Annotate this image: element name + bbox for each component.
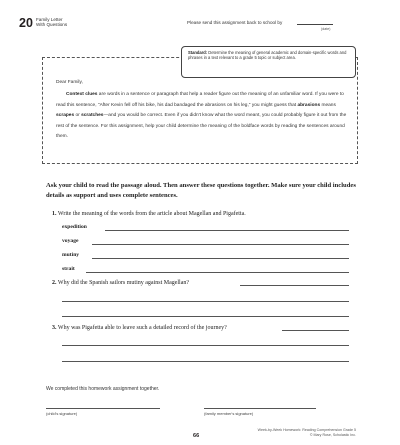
question-1-number: 1.	[52, 211, 57, 217]
answer-line-q3-3[interactable]	[62, 361, 349, 362]
question-2-text: Why did the Spanish sailors mutiny against Magellan?	[57, 280, 190, 286]
due-date-line[interactable]	[297, 24, 333, 25]
vocab-word-mutiny: mutiny	[62, 252, 80, 258]
question-1-text: Write the meaning of the words from the article about Magellan and Pigafetta.	[57, 211, 246, 217]
footer-credit	[258, 428, 356, 437]
header-title-line2: With Questions	[36, 22, 68, 27]
standard-text: Determine the meaning of general academic and domain-specific words and phrases in a text relevant to a grade 5 topic or subject area.	[188, 50, 347, 61]
answer-line-expedition[interactable]	[105, 230, 349, 231]
vocab-word-voyage: voyage	[62, 238, 79, 244]
vocab-word-expedition: expedition	[62, 224, 87, 230]
answer-line-q2-1[interactable]	[240, 285, 349, 286]
vocab-word-strait: strait	[62, 266, 75, 272]
question-3	[52, 324, 227, 332]
answer-line-mutiny[interactable]	[92, 258, 349, 259]
footer-credit-line1: Week-by-Week Homework: Reading Comprehension Grade 5	[257, 428, 356, 432]
term-context-clues: Context clues	[66, 92, 98, 97]
question-3-text: Why was Pigafetta able to leave such a detailed record of the journey?	[57, 325, 227, 331]
footer-page-number: 66	[193, 433, 200, 439]
letter-text-2: means	[320, 102, 336, 108]
completed-statement: We completed this homework assignment together.	[46, 386, 160, 392]
answer-line-q3-1[interactable]	[282, 330, 349, 331]
family-signature-line[interactable]	[204, 408, 316, 409]
letter-text-1: are words in a sentence or paragraph that help a reader figure out the meaning of an unfamiliar word. If you were to read this sentence, "After Kevin fell off his bike, his dad bandaged the abrasions on his leg," you might guess that	[56, 92, 344, 108]
question-2	[52, 279, 189, 287]
answer-line-q2-2[interactable]	[62, 301, 349, 302]
word-scratches: scratches	[81, 113, 104, 118]
page-number-badge: 20	[19, 16, 33, 30]
question-3-number: 3.	[52, 325, 57, 331]
send-back-text: Please send this assignment back to school by	[187, 20, 283, 25]
child-signature-label: (child's signature)	[46, 411, 78, 416]
word-abrasions: abrasions	[297, 102, 321, 108]
question-1	[52, 210, 246, 218]
word-scrapes: scrapes	[56, 113, 75, 118]
standard-label: Standard:	[188, 50, 208, 55]
letter-salutation: Dear Family,	[56, 80, 83, 85]
footer-credit-line2: © Mary Rose, Scholastic Inc.	[309, 432, 356, 437]
header-title-line1: Family Letter	[36, 17, 63, 22]
answer-line-strait[interactable]	[86, 272, 349, 273]
child-signature-line[interactable]	[46, 408, 160, 409]
letter-text-4: —and you would be correct. Even if you didn't know what the word meant, you could probably figure it out from the rest of the sentence. For this assignment, help your child determine the meaning of the boldface words by reading the sentences around them.	[56, 113, 347, 139]
instructions: Ask your child to read the passage aloud. Then answer these questions together. Make sure your child includes details as support and uses complete sentences.	[46, 182, 356, 199]
question-2-number: 2.	[52, 280, 57, 286]
standard-box	[181, 46, 356, 78]
family-signature-label: (family member's signature)	[204, 411, 254, 416]
letter-body	[56, 90, 352, 143]
answer-line-q3-2[interactable]	[62, 345, 349, 346]
answer-line-voyage[interactable]	[92, 244, 349, 245]
date-label: (date)	[321, 27, 331, 31]
answer-line-q2-3[interactable]	[62, 316, 349, 317]
letter-text-3: or	[74, 113, 82, 118]
